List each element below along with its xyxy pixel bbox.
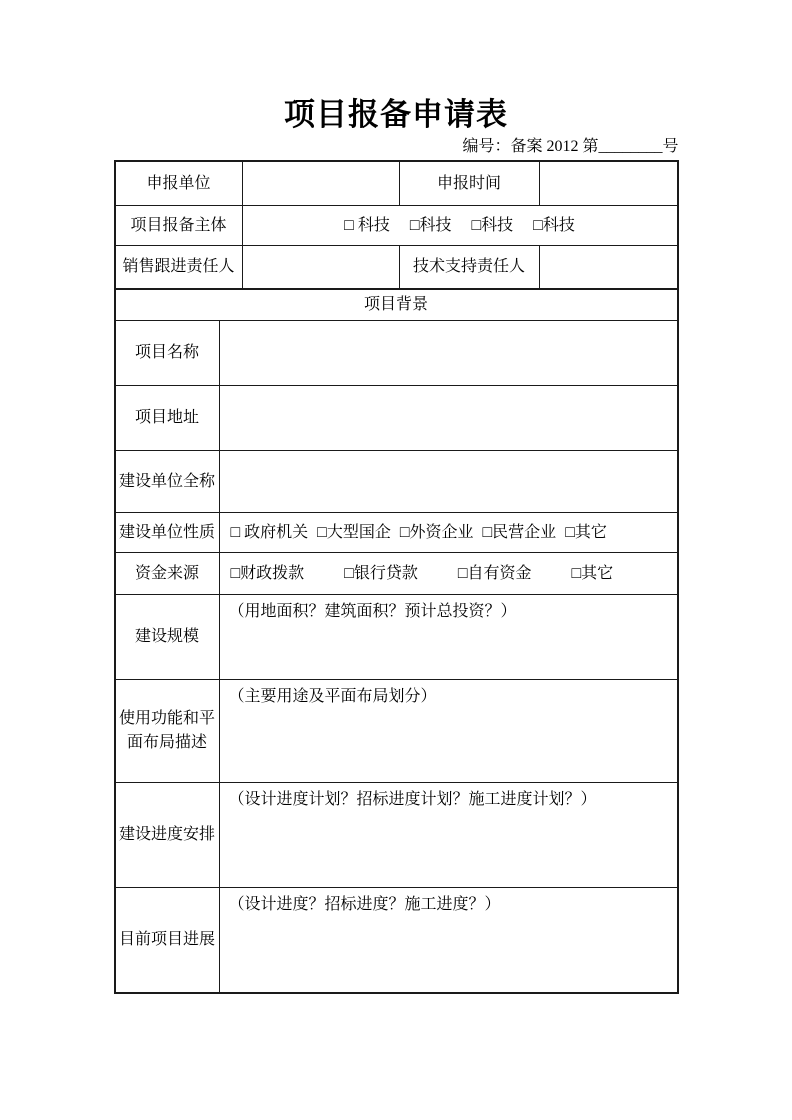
checkbox-option[interactable]: □银行贷款 [344,564,418,582]
construction-scale-field[interactable] [219,595,677,679]
document-page [114,0,679,994]
project-name-field[interactable] [219,321,677,385]
checkbox-option[interactable]: □科技 [471,216,514,234]
current-progress-hint: （设计进度？招标进度？施工进度？） [228,896,501,913]
function-layout-label: 使用功能和平面布局描述 [118,710,215,751]
checkbox-option[interactable]: □其它 [571,564,614,582]
tech-owner-label: 技术支持责任人 [399,246,539,288]
table-row-section-header [116,288,677,320]
checkbox-option[interactable]: □外资企业 [399,523,474,541]
table-row-construction-unit [116,450,677,512]
table-row-declare [116,162,677,205]
funding-source-checkbox-group [219,553,677,594]
schedule-plan-hint: （设计进度计划？招标进度计划？施工进度计划？） [228,791,597,808]
checkbox-option[interactable]: □ 政府机关 [230,523,309,541]
declare-unit-label: 申报单位 [146,174,211,192]
construction-unit-field[interactable] [219,451,677,512]
table-row-responsible [116,245,677,288]
schedule-plan-field[interactable] [219,783,677,887]
application-form-table [114,160,679,994]
table-row-unit-nature [116,512,677,552]
table-row-funding-source [116,552,677,594]
sales-owner-label: 销售跟进责任人 [122,258,235,275]
table-row-project-address [116,385,677,450]
unit-nature-checkbox-group [219,513,677,552]
table-row-project-name [116,320,677,385]
serial-blank-field[interactable]: ________ [598,138,663,155]
subject-label: 项目报备主体 [130,216,227,234]
declare-time-field[interactable] [539,162,677,205]
serial-prefix: 编号：备案 2012 第 [462,138,599,155]
function-layout-hint: （主要用途及平面布局划分） [228,688,437,705]
unit-nature-label: 建设单位性质 [118,523,215,541]
table-row-construction-scale [116,594,677,679]
serial-suffix: 号 [662,138,679,155]
table-row-function-layout [116,679,677,782]
section-title: 项目背景 [363,296,428,313]
checkbox-option[interactable]: □其它 [565,523,607,541]
sales-owner-field[interactable] [242,246,399,288]
table-row-current-progress [116,887,677,992]
checkbox-option[interactable]: □大型国企 [317,523,391,541]
serial-number-line [114,137,679,156]
checkbox-option[interactable]: □ 科技 [344,216,390,234]
declare-time-label: 申报时间 [399,162,539,205]
function-layout-field[interactable] [219,680,677,782]
checkbox-option[interactable]: □科技 [409,216,452,234]
table-row-subject [116,205,677,245]
construction-unit-label: 建设单位全称 [118,472,215,490]
checkbox-option[interactable]: □财政拨款 [230,564,305,582]
funding-source-label: 资金来源 [134,564,199,582]
project-address-label: 项目地址 [134,409,199,426]
current-progress-field[interactable] [219,888,677,992]
declare-unit-field[interactable] [242,162,399,205]
construction-scale-hint: （用地面积？建筑面积？预计总投资？） [228,603,517,620]
form-title: 项目报备申请表 [284,97,508,132]
construction-scale-label: 建设规模 [134,628,199,645]
schedule-plan-label: 建设进度安排 [118,826,215,843]
current-progress-label: 目前项目进展 [118,931,215,948]
project-name-label: 项目名称 [134,344,199,361]
tech-owner-field[interactable] [539,246,677,288]
table-row-schedule-plan [116,782,677,887]
subject-checkbox-group [242,206,677,245]
checkbox-option[interactable]: □科技 [533,216,575,234]
checkbox-option[interactable]: □民营企业 [482,523,557,541]
checkbox-option[interactable]: □自有资金 [457,564,532,582]
project-address-field[interactable] [219,386,677,450]
